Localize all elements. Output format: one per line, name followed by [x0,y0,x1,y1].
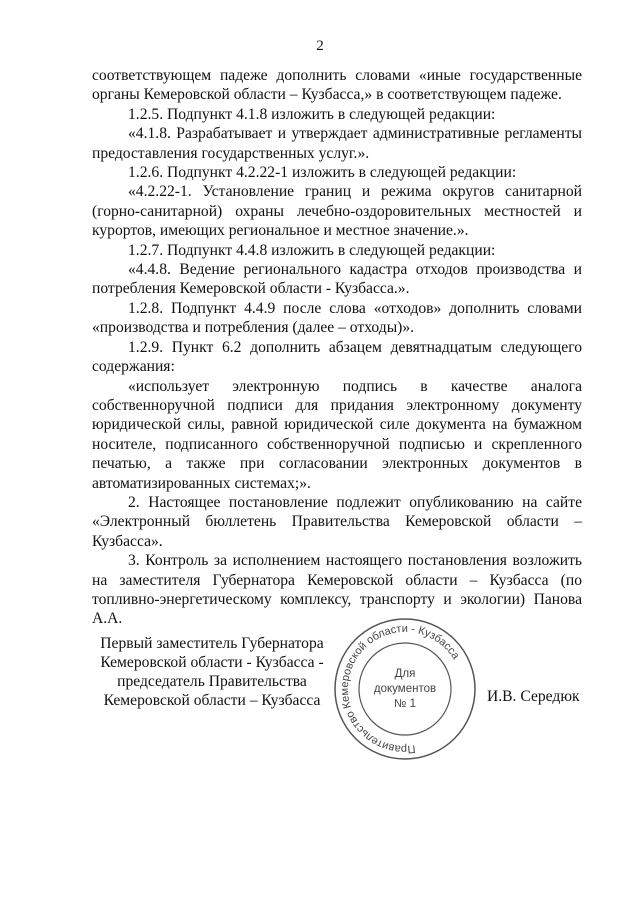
signer-name: И.В. Середюк [487,688,580,705]
signatory-title-line: Первый заместитель Губернатора [100,635,324,652]
signatory-title [92,634,332,710]
document-body [92,66,582,629]
signatory-title-line: Кемеровской области – Кузбасса [103,692,321,709]
paragraph: соответствующем падеже дополнить словами «иные государственные органы Кемеровской области – Кузбасса,» в соответствующем падеже. [92,67,582,104]
stamp-ring-text: Правительство Кемеровской области - Кузбасса [338,622,462,756]
paragraph: «4.4.8. Ведение регионального кадастра отходов производства и потребления Кемеровской области - Кузбасса.». [92,261,582,298]
page-number: 2 [316,38,324,54]
stamp-center-line: № 1 [394,698,416,710]
signatory-title-line: председатель Правительства [117,673,307,690]
paragraph: 1.2.6. Подпункт 4.2.22-1 изложить в следующей редакции: [128,164,517,182]
stamp-center-line: документов [373,683,437,695]
paragraph: 3. Контроль за исполнением настоящего постановления возложить на заместителя Губернатора Кемеровской области – Кузбасса (по топливно-энергетическому комплексу, транспорту и экологии) Панова А.А. [92,552,582,628]
paragraph: 1.2.8. Подпункт 4.4.9 после слова «отходов» дополнить словами «производства и потребления (далее – отходы)». [92,299,582,337]
paragraph: 2. Настоящее постановление подлежит опубликованию на сайте «Электронный бюллетень Правительства Кемеровской области – Кузбасса». [92,493,582,550]
paragraph: 1.2.9. Пункт 6.2 дополнить абзацем девятнадцатым следующего содержания: [92,338,582,376]
paragraph: «использует электронную подпись в качестве аналога собственноручной подписи для придания электронному документу юридической силы, равной юридической силе документа на бумажном носителе, подписанного собственноручной подписью и скрепленного печатью, а также при согласовании электронных документов в автоматизированных системах;». [92,377,582,492]
stamp-center-line: Для [394,668,416,680]
paragraph: «4.2.22-1. Установление границ и режима округов санитарной (горно-санитарной) охраны лечебно-оздоровительных местностей и курортов, имеющих региональное и местное значение.». [92,183,582,240]
paragraph: «4.1.8. Разрабатывает и утверждает административные регламенты предоставления государственных услуг.». [92,125,582,162]
paragraph: 1.2.5. Подпункт 4.1.8 изложить в следующей редакции: [128,105,496,123]
signatory-title-line: Кемеровской области - Кузбасса - [100,654,324,671]
paragraph: 1.2.7. Подпункт 4.4.8 изложить в следующей редакции: [128,241,496,259]
official-stamp [330,614,480,764]
